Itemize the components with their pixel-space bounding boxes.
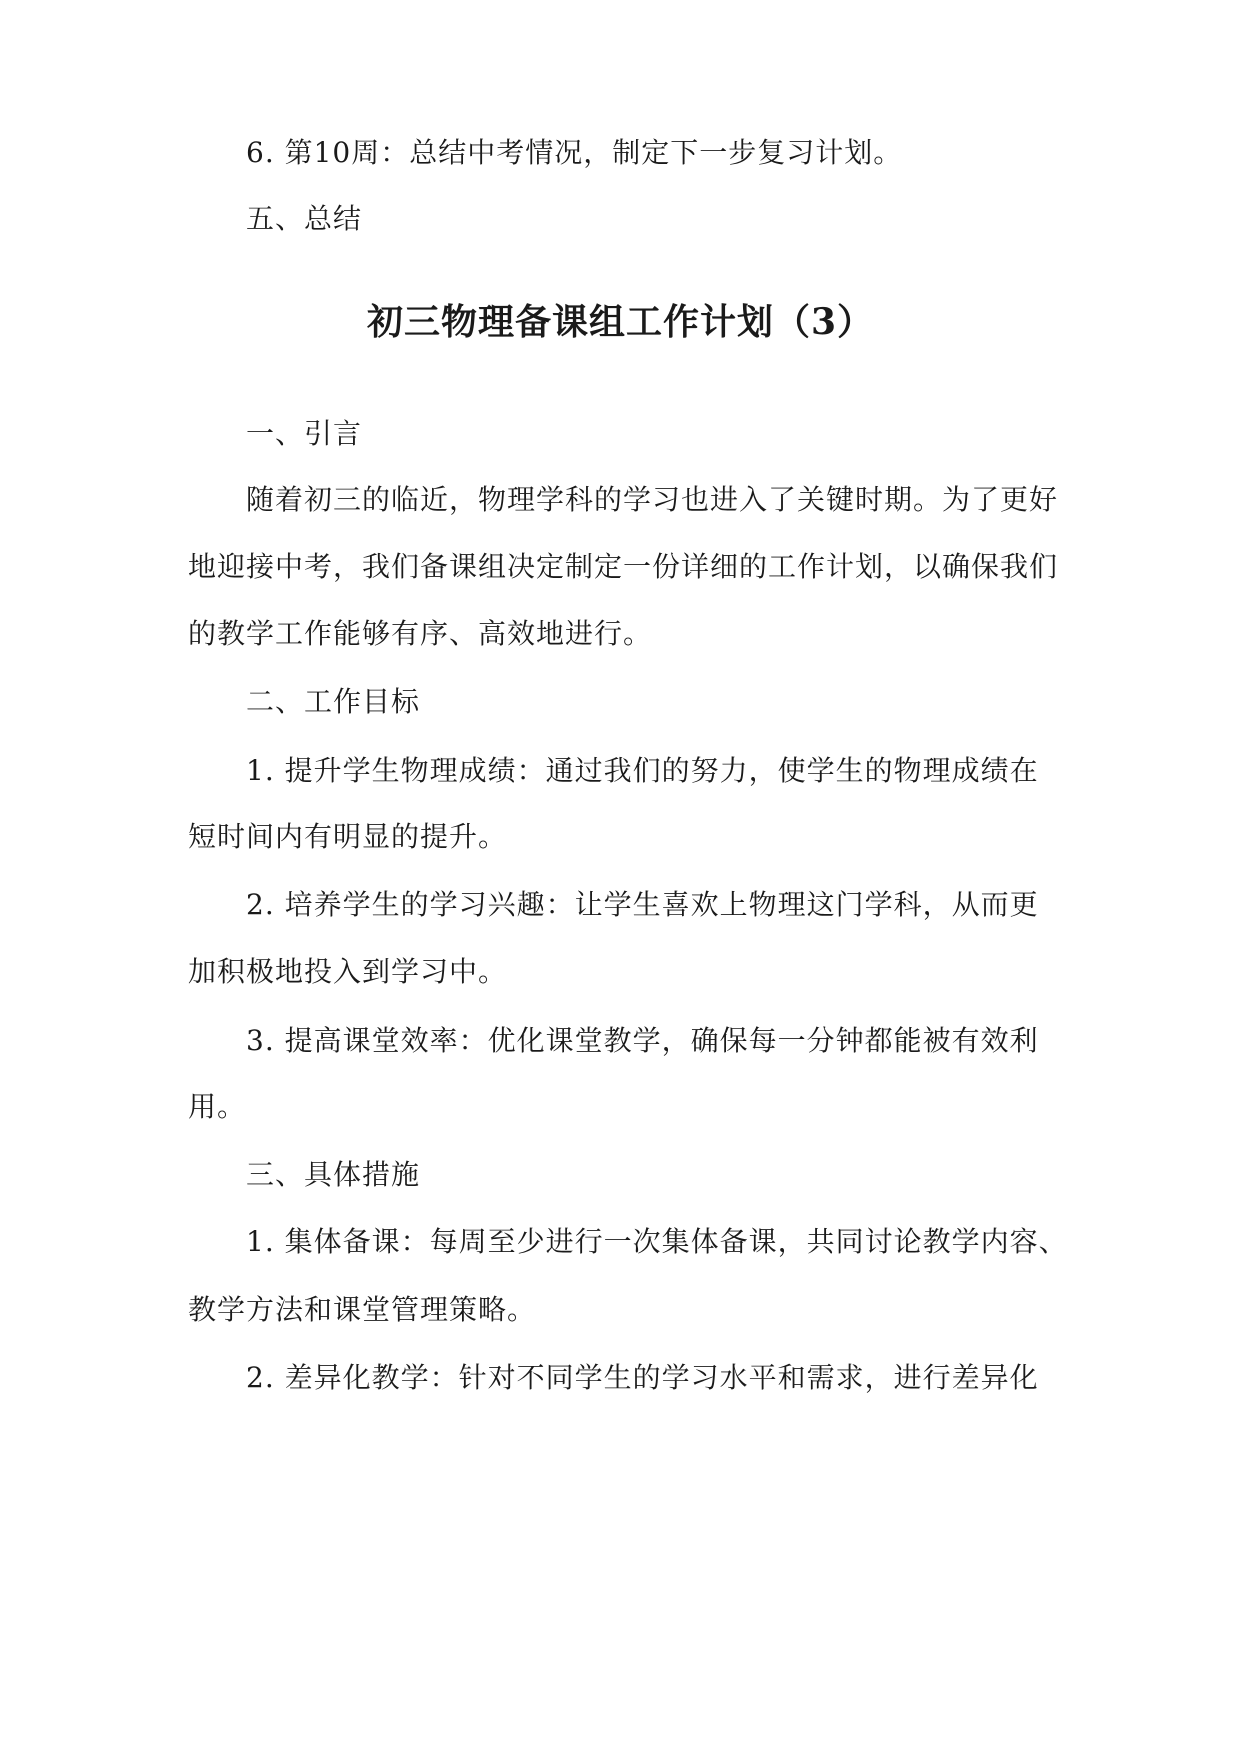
section-heading-intro: 一、引言	[246, 417, 363, 450]
paragraph-line: 的教学工作能够有序、高效地进行。	[188, 617, 653, 650]
list-item-measure1-cont: 教学方法和课堂管理策略。	[188, 1293, 537, 1326]
list-item-measure2: 2. 差异化教学：针对不同学生的学习水平和需求，进行差异化	[246, 1361, 1039, 1394]
section-heading-measures: 三、具体措施	[246, 1158, 421, 1191]
section-heading-summary: 五、总结	[246, 202, 363, 235]
list-item-week10: 6. 第10周：总结中考情况，制定下一步复习计划。	[246, 136, 903, 169]
section-heading-goals: 二、工作目标	[246, 685, 421, 718]
document-title: 初三物理备课组工作计划（3）	[366, 301, 875, 343]
list-item-measure1: 1. 集体备课：每周至少进行一次集体备课，共同讨论教学内容、	[246, 1225, 1068, 1258]
list-item-goal3: 3. 提高课堂效率：优化课堂教学，确保每一分钟都能被有效利	[246, 1024, 1039, 1057]
list-item-goal3-cont: 用。	[188, 1090, 247, 1123]
list-item-goal1: 1. 提升学生物理成绩：通过我们的努力，使学生的物理成绩在	[246, 754, 1039, 787]
list-item-goal2-cont: 加积极地投入到学习中。	[188, 955, 508, 988]
list-item-goal2: 2. 培养学生的学习兴趣：让学生喜欢上物理这门学科，从而更	[246, 888, 1039, 921]
paragraph-line: 随着初三的临近，物理学科的学习也进入了关键时期。为了更好	[246, 483, 1059, 516]
list-item-goal1-cont: 短时间内有明显的提升。	[188, 820, 508, 853]
paragraph-line: 地迎接中考，我们备课组决定制定一份详细的工作计划，以确保我们	[188, 550, 1059, 583]
